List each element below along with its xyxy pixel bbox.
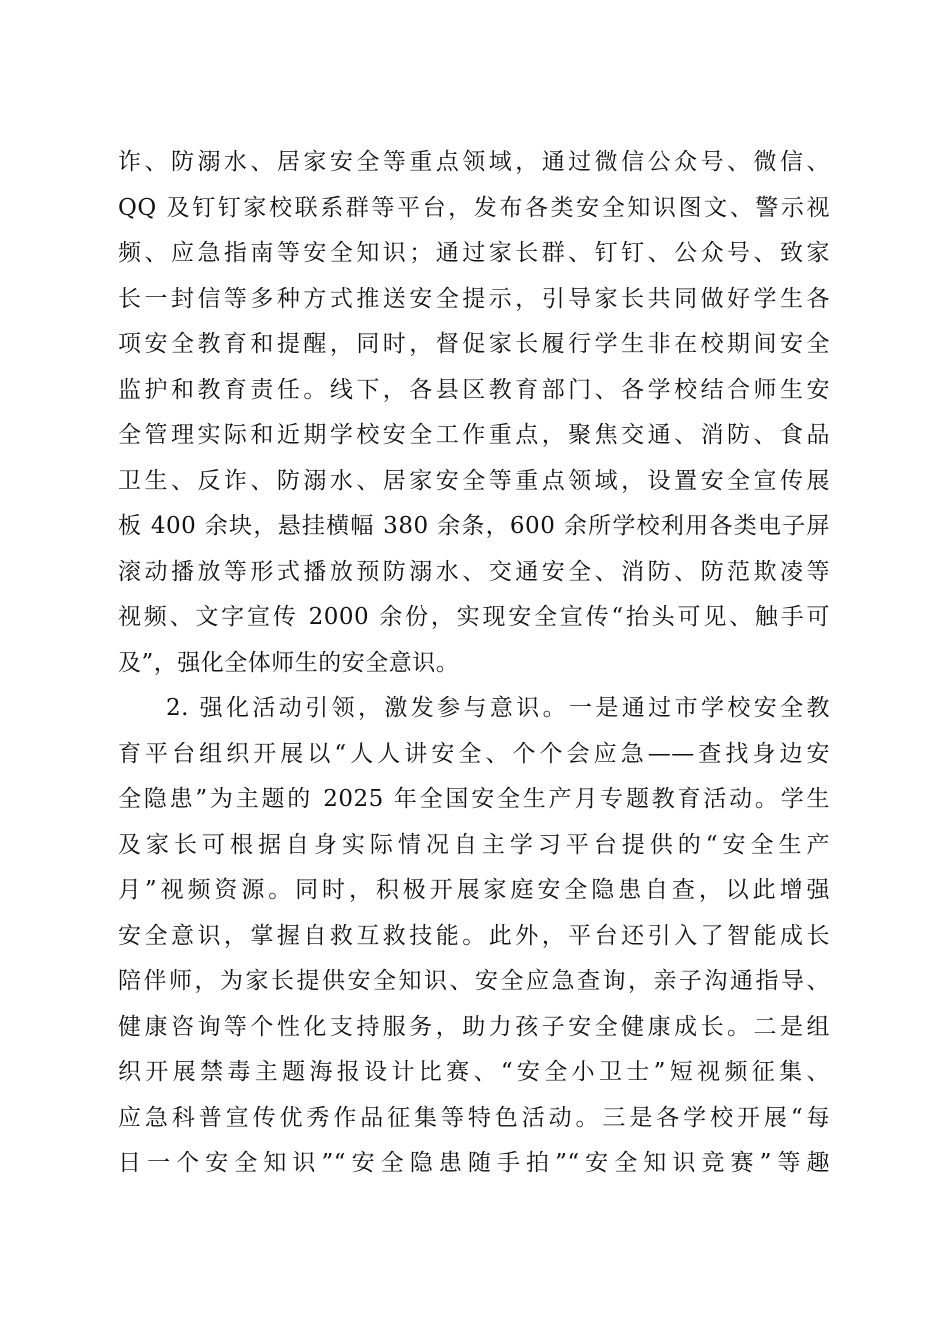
text-line: 月”视频资源。同时，积极开展家庭安全隐患自查，以此增强 (118, 877, 830, 903)
text-line: 健康咨询等个性化支持服务，助力孩子安全健康成长。二是组 (118, 1013, 830, 1040)
text-line: 监护和教育责任。线下，各县区教育部门、各学校结合师生安 (118, 376, 830, 403)
text-line: QQ 及钉钉家校联系群等平台，发布各类安全知识图文、警示视 (118, 194, 830, 221)
text-line: 滚动播放等形式播放预防溺水、交通安全、消防、防范欺凌等 (118, 558, 830, 585)
text-line: 诈、防溺水、居家安全等重点领域，通过微信公众号、微信、 (118, 149, 830, 175)
text-line: 陪伴师，为家长提供安全知识、安全应急查询，亲子沟通指导、 (118, 968, 830, 994)
text-line: 全管理实际和近期学校安全工作重点，聚焦交通、消防、食品 (118, 422, 830, 448)
text-line: 育平台组织开展以“人人讲安全、个个会应急——查找身边安 (118, 740, 830, 767)
text-line: 安全意识，掌握自救互救技能。此外，平台还引入了智能成长 (118, 922, 830, 949)
text-line: 项安全教育和提醒，同时，督促家长履行学生非在校期间安全 (118, 331, 830, 357)
text-line: 频、应急指南等安全知识；通过家长群、钉钉、公众号、致家 (118, 240, 830, 266)
text-line: 应急科普宣传优秀作品征集等特色活动。三是各学校开展“每 (118, 1104, 830, 1131)
paragraph-heading-line: 2. 强化活动引领，激发参与意识。一是通过市学校安全教 (166, 695, 830, 721)
text-line: 及”，强化全体师生的安全意识。 (118, 649, 460, 676)
text-line: 日一个安全知识”“安全隐患随手拍”“安全知识竞赛”等趣 (118, 1150, 830, 1176)
text-line: 视频、文字宣传 2000 余份，实现安全宣传“抬头可见、触手可 (118, 604, 830, 630)
text-line: 卫生、反诈、防溺水、居家安全等重点领域，设置安全宣传展 (118, 467, 830, 494)
text-line: 织开展禁毒主题海报设计比赛、“安全小卫士”短视频征集、 (118, 1059, 830, 1085)
body-text (118, 140, 830, 1187)
text-line: 全隐患”为主题的 2025 年全国安全生产月专题教育活动。学生 (118, 786, 830, 812)
text-line: 及家长可根据自身实际情况自主学习平台提供的“安全生产 (118, 831, 830, 858)
text-line: 板 400 余块，悬挂横幅 380 余条，600 余所学校利用各类电子屏 (118, 513, 830, 539)
text-line: 长一封信等多种方式推送安全提示，引导家长共同做好学生各 (118, 285, 830, 312)
